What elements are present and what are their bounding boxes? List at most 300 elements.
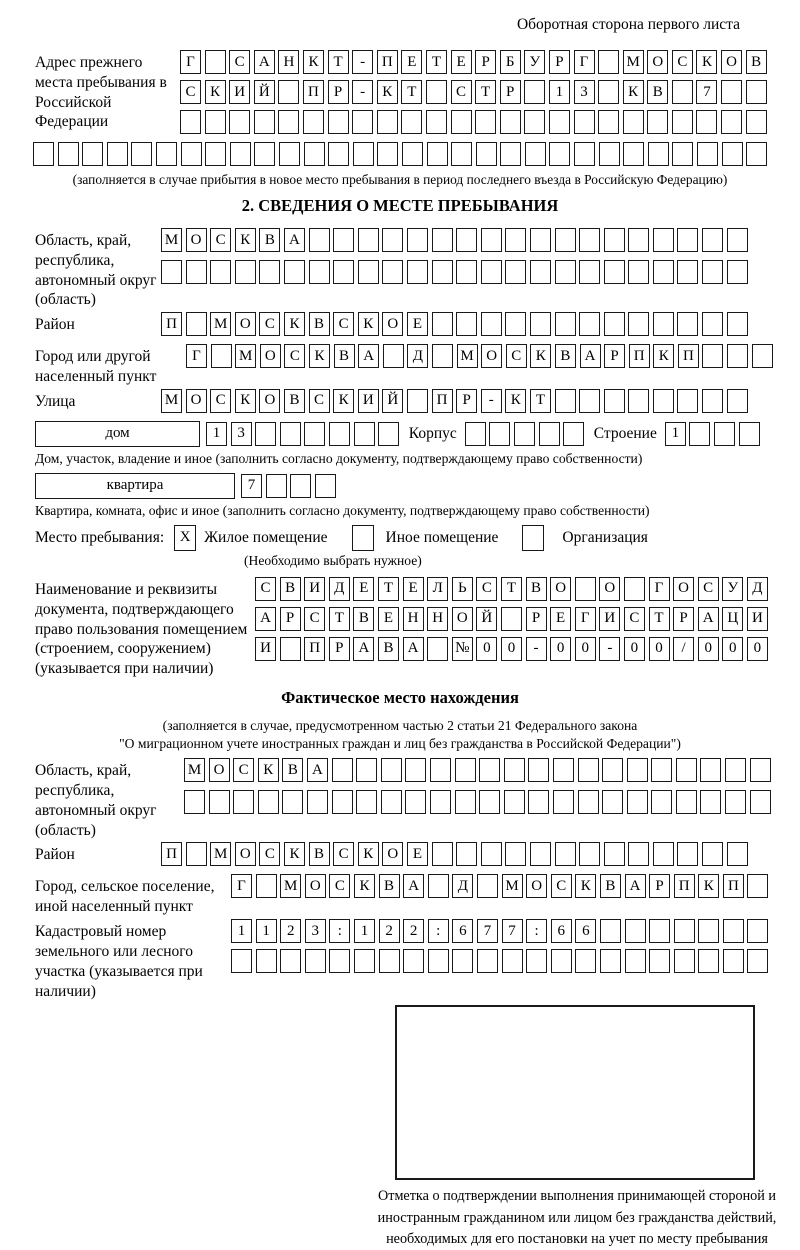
char-cell[interactable] xyxy=(714,422,735,446)
char-cell[interactable]: : xyxy=(329,919,350,943)
char-cell[interactable]: М xyxy=(210,842,231,866)
char-cell[interactable] xyxy=(504,790,525,814)
char-cell[interactable] xyxy=(677,228,698,252)
char-cell[interactable]: К xyxy=(358,842,379,866)
char-cell[interactable]: К xyxy=(284,312,305,336)
prev-address-row-3[interactable] xyxy=(180,110,770,134)
char-cell[interactable]: К xyxy=(235,389,256,413)
char-cell[interactable] xyxy=(131,142,152,166)
char-cell[interactable]: А xyxy=(580,344,601,368)
char-cell[interactable] xyxy=(722,142,743,166)
char-cell[interactable] xyxy=(332,790,353,814)
char-cell[interactable] xyxy=(383,344,404,368)
char-cell[interactable] xyxy=(378,422,399,446)
char-cell[interactable]: К xyxy=(377,80,398,104)
char-cell[interactable]: Т xyxy=(328,50,349,74)
char-cell[interactable]: А xyxy=(254,50,275,74)
char-cell[interactable] xyxy=(604,312,625,336)
char-cell[interactable]: О xyxy=(526,874,547,898)
char-cell[interactable] xyxy=(481,842,502,866)
char-cell[interactable]: С xyxy=(255,577,276,601)
char-cell[interactable]: С xyxy=(284,344,305,368)
char-cell[interactable]: С xyxy=(259,842,280,866)
char-cell[interactable]: С xyxy=(210,228,231,252)
char-cell[interactable] xyxy=(555,842,576,866)
char-cell[interactable] xyxy=(476,142,497,166)
char-cell[interactable]: - xyxy=(481,389,502,413)
char-cell[interactable]: В xyxy=(284,389,305,413)
char-cell[interactable] xyxy=(502,949,523,973)
char-cell[interactable]: С xyxy=(259,312,280,336)
char-cell[interactable] xyxy=(407,389,428,413)
char-cell[interactable] xyxy=(674,919,695,943)
char-cell[interactable]: М xyxy=(623,50,644,74)
char-cell[interactable]: В xyxy=(555,344,576,368)
char-cell[interactable] xyxy=(602,758,623,782)
char-cell[interactable]: 1 xyxy=(354,919,375,943)
char-cell[interactable] xyxy=(746,142,767,166)
char-cell[interactable]: А xyxy=(284,228,305,252)
char-cell[interactable]: К xyxy=(258,758,279,782)
char-cell[interactable] xyxy=(698,949,719,973)
char-cell[interactable] xyxy=(258,790,279,814)
char-cell[interactable] xyxy=(428,874,449,898)
char-cell[interactable]: - xyxy=(599,637,620,661)
char-cell[interactable]: Б xyxy=(500,50,521,74)
char-cell[interactable] xyxy=(649,919,670,943)
char-cell[interactable] xyxy=(625,919,646,943)
checkbox-organizaciya[interactable] xyxy=(522,525,544,551)
char-cell[interactable] xyxy=(653,312,674,336)
char-cell[interactable] xyxy=(677,260,698,284)
char-cell[interactable]: / xyxy=(673,637,694,661)
char-cell[interactable]: О xyxy=(186,389,207,413)
char-cell[interactable] xyxy=(723,919,744,943)
char-cell[interactable] xyxy=(721,110,742,134)
char-cell[interactable] xyxy=(426,110,447,134)
char-cell[interactable] xyxy=(455,758,476,782)
char-cell[interactable]: Ь xyxy=(452,577,473,601)
char-cell[interactable]: С xyxy=(698,577,719,601)
char-cell[interactable] xyxy=(377,142,398,166)
checkbox-inoe[interactable] xyxy=(352,525,374,551)
char-cell[interactable] xyxy=(624,577,645,601)
char-cell[interactable] xyxy=(676,758,697,782)
char-cell[interactable]: О xyxy=(305,874,326,898)
char-cell[interactable] xyxy=(354,422,375,446)
char-cell[interactable] xyxy=(82,142,103,166)
char-cell[interactable] xyxy=(455,790,476,814)
char-cell[interactable] xyxy=(280,422,301,446)
char-cell[interactable] xyxy=(727,389,748,413)
char-cell[interactable] xyxy=(702,842,723,866)
char-cell[interactable] xyxy=(700,758,721,782)
char-cell[interactable] xyxy=(309,260,330,284)
char-cell[interactable] xyxy=(653,389,674,413)
char-cell[interactable] xyxy=(575,577,596,601)
char-cell[interactable] xyxy=(156,142,177,166)
char-cell[interactable]: О xyxy=(382,312,403,336)
city-row[interactable] xyxy=(186,344,776,368)
char-cell[interactable]: Ц xyxy=(722,607,743,631)
char-cell[interactable] xyxy=(674,949,695,973)
char-cell[interactable] xyxy=(230,142,251,166)
cadastre-row-2[interactable] xyxy=(231,949,772,973)
char-cell[interactable] xyxy=(689,422,710,446)
char-cell[interactable] xyxy=(676,790,697,814)
char-cell[interactable] xyxy=(648,142,669,166)
char-cell[interactable] xyxy=(501,607,522,631)
char-cell[interactable]: Д xyxy=(452,874,473,898)
char-cell[interactable] xyxy=(209,790,230,814)
char-cell[interactable] xyxy=(432,228,453,252)
char-cell[interactable]: С xyxy=(229,50,250,74)
char-cell[interactable] xyxy=(746,80,767,104)
char-cell[interactable] xyxy=(526,949,547,973)
char-cell[interactable]: С xyxy=(476,577,497,601)
char-cell[interactable] xyxy=(524,80,545,104)
char-cell[interactable]: Т xyxy=(501,577,522,601)
char-cell[interactable] xyxy=(403,949,424,973)
char-cell[interactable] xyxy=(235,260,256,284)
char-cell[interactable] xyxy=(698,919,719,943)
char-cell[interactable] xyxy=(702,389,723,413)
char-cell[interactable]: Г xyxy=(231,874,252,898)
char-cell[interactable] xyxy=(205,110,226,134)
char-cell[interactable]: 0 xyxy=(476,637,497,661)
char-cell[interactable] xyxy=(186,260,207,284)
char-cell[interactable]: К xyxy=(575,874,596,898)
char-cell[interactable]: Й xyxy=(476,607,497,631)
char-cell[interactable] xyxy=(451,142,472,166)
char-cell[interactable]: С xyxy=(672,50,693,74)
char-cell[interactable] xyxy=(628,842,649,866)
char-cell[interactable] xyxy=(700,790,721,814)
char-cell[interactable] xyxy=(702,260,723,284)
char-cell[interactable]: 3 xyxy=(574,80,595,104)
char-cell[interactable]: Т xyxy=(329,607,350,631)
char-cell[interactable] xyxy=(727,842,748,866)
char-cell[interactable]: М xyxy=(235,344,256,368)
char-cell[interactable]: М xyxy=(210,312,231,336)
char-cell[interactable] xyxy=(181,142,202,166)
char-cell[interactable]: Н xyxy=(278,50,299,74)
char-cell[interactable] xyxy=(456,312,477,336)
char-cell[interactable]: И xyxy=(599,607,620,631)
char-cell[interactable]: В xyxy=(280,577,301,601)
char-cell[interactable]: О xyxy=(260,344,281,368)
char-cell[interactable]: П xyxy=(303,80,324,104)
char-cell[interactable] xyxy=(379,949,400,973)
char-cell[interactable]: И xyxy=(229,80,250,104)
char-cell[interactable] xyxy=(256,949,277,973)
char-cell[interactable]: К xyxy=(698,874,719,898)
prev-address-row-4[interactable] xyxy=(33,142,765,166)
char-cell[interactable] xyxy=(505,312,526,336)
char-cell[interactable] xyxy=(426,80,447,104)
char-cell[interactable] xyxy=(430,790,451,814)
char-cell[interactable]: В xyxy=(647,80,668,104)
apartment-cells[interactable] xyxy=(241,474,339,498)
char-cell[interactable]: О xyxy=(721,50,742,74)
char-cell[interactable] xyxy=(309,228,330,252)
char-cell[interactable] xyxy=(551,949,572,973)
char-cell[interactable]: И xyxy=(747,607,768,631)
char-cell[interactable]: О xyxy=(235,312,256,336)
char-cell[interactable] xyxy=(278,110,299,134)
char-cell[interactable]: Е xyxy=(378,607,399,631)
char-cell[interactable] xyxy=(505,228,526,252)
char-cell[interactable] xyxy=(489,422,510,446)
char-cell[interactable] xyxy=(432,260,453,284)
char-cell[interactable] xyxy=(481,228,502,252)
char-cell[interactable]: К xyxy=(205,80,226,104)
char-cell[interactable] xyxy=(254,110,275,134)
char-cell[interactable]: М xyxy=(280,874,301,898)
char-cell[interactable]: П xyxy=(377,50,398,74)
char-cell[interactable] xyxy=(672,142,693,166)
char-cell[interactable] xyxy=(266,474,287,498)
char-cell[interactable]: Т xyxy=(401,80,422,104)
char-cell[interactable]: 2 xyxy=(280,919,301,943)
char-cell[interactable] xyxy=(727,312,748,336)
char-cell[interactable] xyxy=(205,142,226,166)
char-cell[interactable]: С xyxy=(210,389,231,413)
char-cell[interactable]: 1 xyxy=(665,422,686,446)
char-cell[interactable] xyxy=(746,110,767,134)
char-cell[interactable] xyxy=(752,344,773,368)
char-cell[interactable]: Р xyxy=(329,637,350,661)
char-cell[interactable] xyxy=(333,228,354,252)
char-cell[interactable]: Т xyxy=(475,80,496,104)
char-cell[interactable] xyxy=(477,874,498,898)
prev-address-row-1[interactable] xyxy=(180,50,770,74)
char-cell[interactable]: И xyxy=(255,637,276,661)
char-cell[interactable]: Т xyxy=(378,577,399,601)
char-cell[interactable] xyxy=(315,474,336,498)
char-cell[interactable]: В xyxy=(378,637,399,661)
char-cell[interactable]: Р xyxy=(604,344,625,368)
checkbox-zhiloe[interactable]: X xyxy=(174,525,196,551)
char-cell[interactable]: Е xyxy=(401,50,422,74)
char-cell[interactable]: С xyxy=(624,607,645,631)
char-cell[interactable] xyxy=(553,758,574,782)
char-cell[interactable]: 1 xyxy=(206,422,227,446)
char-cell[interactable] xyxy=(407,228,428,252)
stroenie-cells[interactable] xyxy=(665,422,763,446)
char-cell[interactable] xyxy=(739,422,760,446)
char-cell[interactable] xyxy=(651,758,672,782)
char-cell[interactable] xyxy=(574,142,595,166)
char-cell[interactable] xyxy=(402,142,423,166)
char-cell[interactable]: 7 xyxy=(477,919,498,943)
region-row-2[interactable] xyxy=(161,260,751,284)
char-cell[interactable] xyxy=(598,80,619,104)
char-cell[interactable] xyxy=(303,110,324,134)
char-cell[interactable]: Р xyxy=(549,50,570,74)
char-cell[interactable]: 6 xyxy=(551,919,572,943)
char-cell[interactable] xyxy=(33,142,54,166)
char-cell[interactable]: 0 xyxy=(501,637,522,661)
char-cell[interactable] xyxy=(186,842,207,866)
char-cell[interactable] xyxy=(279,142,300,166)
char-cell[interactable] xyxy=(280,949,301,973)
char-cell[interactable]: Г xyxy=(186,344,207,368)
char-cell[interactable]: О xyxy=(382,842,403,866)
char-cell[interactable] xyxy=(604,260,625,284)
char-cell[interactable]: Е xyxy=(403,577,424,601)
char-cell[interactable] xyxy=(278,80,299,104)
char-cell[interactable] xyxy=(579,260,600,284)
char-cell[interactable]: С xyxy=(329,874,350,898)
char-cell[interactable]: К xyxy=(505,389,526,413)
char-cell[interactable] xyxy=(539,422,560,446)
char-cell[interactable]: М xyxy=(457,344,478,368)
char-cell[interactable]: Е xyxy=(451,50,472,74)
char-cell[interactable]: Р xyxy=(673,607,694,631)
char-cell[interactable] xyxy=(727,344,748,368)
char-cell[interactable] xyxy=(623,110,644,134)
char-cell[interactable]: К xyxy=(354,874,375,898)
char-cell[interactable]: О xyxy=(209,758,230,782)
char-cell[interactable]: С xyxy=(551,874,572,898)
char-cell[interactable]: Р xyxy=(328,80,349,104)
char-cell[interactable] xyxy=(500,142,521,166)
char-cell[interactable] xyxy=(598,50,619,74)
char-cell[interactable] xyxy=(58,142,79,166)
region-row-1[interactable] xyxy=(161,228,751,252)
char-cell[interactable]: К xyxy=(284,842,305,866)
char-cell[interactable] xyxy=(725,790,746,814)
char-cell[interactable]: В xyxy=(309,842,330,866)
char-cell[interactable]: И xyxy=(358,389,379,413)
char-cell[interactable] xyxy=(333,260,354,284)
char-cell[interactable] xyxy=(329,949,350,973)
char-cell[interactable] xyxy=(432,842,453,866)
char-cell[interactable]: В xyxy=(353,607,374,631)
char-cell[interactable]: Г xyxy=(649,577,670,601)
actual-city-row[interactable] xyxy=(231,874,772,898)
char-cell[interactable] xyxy=(356,790,377,814)
char-cell[interactable]: Т xyxy=(426,50,447,74)
char-cell[interactable] xyxy=(579,312,600,336)
char-cell[interactable]: 0 xyxy=(649,637,670,661)
char-cell[interactable] xyxy=(578,758,599,782)
char-cell[interactable]: Т xyxy=(530,389,551,413)
char-cell[interactable] xyxy=(727,260,748,284)
char-cell[interactable]: - xyxy=(352,50,373,74)
char-cell[interactable] xyxy=(280,637,301,661)
char-cell[interactable]: 7 xyxy=(696,80,717,104)
char-cell[interactable] xyxy=(579,842,600,866)
char-cell[interactable]: А xyxy=(358,344,379,368)
char-cell[interactable] xyxy=(428,949,449,973)
char-cell[interactable] xyxy=(307,790,328,814)
char-cell[interactable]: Л xyxy=(427,577,448,601)
char-cell[interactable] xyxy=(696,110,717,134)
char-cell[interactable]: К xyxy=(653,344,674,368)
char-cell[interactable]: А xyxy=(625,874,646,898)
char-cell[interactable] xyxy=(649,949,670,973)
char-cell[interactable] xyxy=(602,790,623,814)
char-cell[interactable]: П xyxy=(161,842,182,866)
char-cell[interactable]: Г xyxy=(575,607,596,631)
char-cell[interactable] xyxy=(677,389,698,413)
char-cell[interactable] xyxy=(578,790,599,814)
char-cell[interactable] xyxy=(579,389,600,413)
district-row[interactable] xyxy=(161,312,751,336)
char-cell[interactable] xyxy=(549,142,570,166)
char-cell[interactable] xyxy=(256,874,277,898)
actual-region-row-1[interactable] xyxy=(184,758,774,782)
char-cell[interactable]: А xyxy=(307,758,328,782)
char-cell[interactable] xyxy=(677,312,698,336)
char-cell[interactable] xyxy=(456,228,477,252)
char-cell[interactable] xyxy=(528,758,549,782)
char-cell[interactable] xyxy=(305,949,326,973)
char-cell[interactable]: Р xyxy=(500,80,521,104)
char-cell[interactable] xyxy=(528,790,549,814)
char-cell[interactable] xyxy=(525,142,546,166)
char-cell[interactable]: 7 xyxy=(502,919,523,943)
char-cell[interactable]: 3 xyxy=(305,919,326,943)
char-cell[interactable] xyxy=(405,790,426,814)
char-cell[interactable] xyxy=(702,312,723,336)
char-cell[interactable] xyxy=(465,422,486,446)
char-cell[interactable] xyxy=(598,110,619,134)
char-cell[interactable] xyxy=(514,422,535,446)
char-cell[interactable] xyxy=(677,842,698,866)
char-cell[interactable]: Т xyxy=(649,607,670,631)
char-cell[interactable] xyxy=(452,949,473,973)
char-cell[interactable] xyxy=(186,312,207,336)
char-cell[interactable]: Й xyxy=(382,389,403,413)
actual-district-row[interactable] xyxy=(161,842,751,866)
char-cell[interactable]: С xyxy=(180,80,201,104)
char-cell[interactable] xyxy=(604,389,625,413)
char-cell[interactable]: : xyxy=(428,919,449,943)
char-cell[interactable] xyxy=(555,312,576,336)
char-cell[interactable]: У xyxy=(722,577,743,601)
char-cell[interactable]: 1 xyxy=(231,919,252,943)
char-cell[interactable]: С xyxy=(233,758,254,782)
char-cell[interactable] xyxy=(254,142,275,166)
char-cell[interactable] xyxy=(625,949,646,973)
char-cell[interactable] xyxy=(432,312,453,336)
char-cell[interactable]: 6 xyxy=(452,919,473,943)
char-cell[interactable] xyxy=(600,949,621,973)
char-cell[interactable] xyxy=(725,758,746,782)
char-cell[interactable]: В xyxy=(526,577,547,601)
char-cell[interactable] xyxy=(750,758,771,782)
char-cell[interactable]: О xyxy=(452,607,473,631)
char-cell[interactable] xyxy=(505,260,526,284)
char-cell[interactable] xyxy=(358,228,379,252)
char-cell[interactable]: Е xyxy=(407,842,428,866)
char-cell[interactable] xyxy=(259,260,280,284)
char-cell[interactable]: О xyxy=(550,577,571,601)
char-cell[interactable] xyxy=(477,949,498,973)
char-cell[interactable] xyxy=(530,260,551,284)
char-cell[interactable]: П xyxy=(432,389,453,413)
char-cell[interactable] xyxy=(628,389,649,413)
char-cell[interactable] xyxy=(427,142,448,166)
char-cell[interactable] xyxy=(377,110,398,134)
char-cell[interactable]: О xyxy=(647,50,668,74)
char-cell[interactable] xyxy=(555,389,576,413)
char-cell[interactable]: Г xyxy=(574,50,595,74)
char-cell[interactable] xyxy=(381,758,402,782)
